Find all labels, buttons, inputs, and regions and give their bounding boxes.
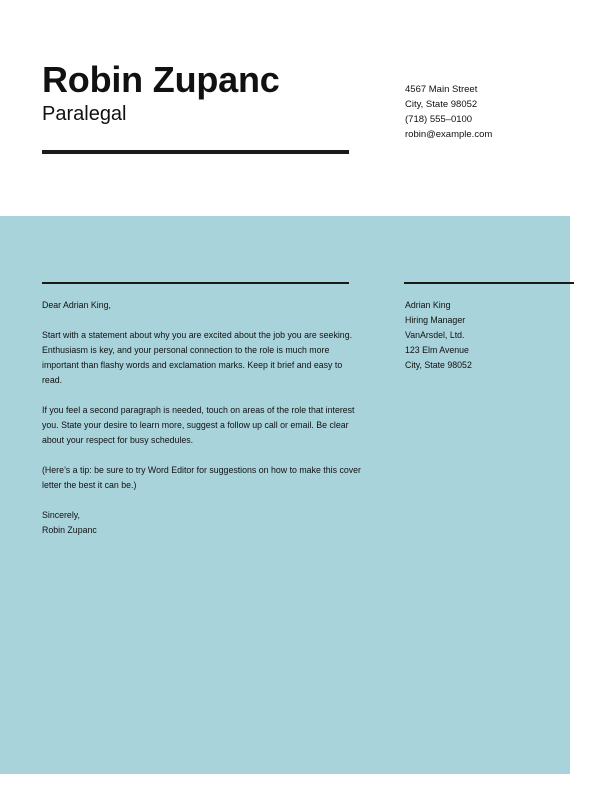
- sender-phone: (718) 555–0100: [405, 114, 473, 125]
- closing: Sincerely,: [42, 510, 80, 520]
- sender-title: Paralegal: [42, 103, 127, 125]
- recipient-divider: [404, 282, 574, 284]
- letter-divider: [42, 282, 349, 284]
- header-divider: [42, 150, 349, 154]
- recipient-name: Adrian King: [405, 300, 451, 310]
- sender-city: City, State 98052: [405, 99, 478, 110]
- salutation: Dear Adrian King,: [42, 300, 111, 310]
- recipient-address: 123 Elm Avenue: [405, 345, 469, 355]
- letter-paragraph-1: Start with a statement about why you are excited about the job you are seeking. Enthusiasm is key, and your personal connection to the role is much more important than flashy words and exclamation marks. Keep it brief and easy to read.: [42, 330, 353, 385]
- letter-paragraph-2: If you feel a second paragraph is needed, touch on areas of the role that interest you. State your desire to learn more, suggest a follow up call or email. Be clear about your respect for busy schedules.: [42, 405, 355, 445]
- recipient-city: City, State 98052: [405, 360, 472, 370]
- letter-paragraph-3: (Here’s a tip: be sure to try Word Editor for suggestions on how to make this cover letter the best it can be.): [42, 465, 361, 490]
- signature-name: Robin Zupanc: [42, 525, 97, 535]
- recipient-company: VanArsdel, Ltd.: [405, 330, 465, 340]
- recipient-title: Hiring Manager: [405, 315, 466, 325]
- recipient-block: [405, 298, 472, 373]
- sender-email: robin@example.com: [405, 129, 493, 140]
- sender-address: 4567 Main Street: [405, 84, 478, 95]
- letter-body: [42, 298, 362, 538]
- sender-contact-block: [405, 82, 492, 142]
- sender-name: Robin Zupanc: [42, 59, 280, 100]
